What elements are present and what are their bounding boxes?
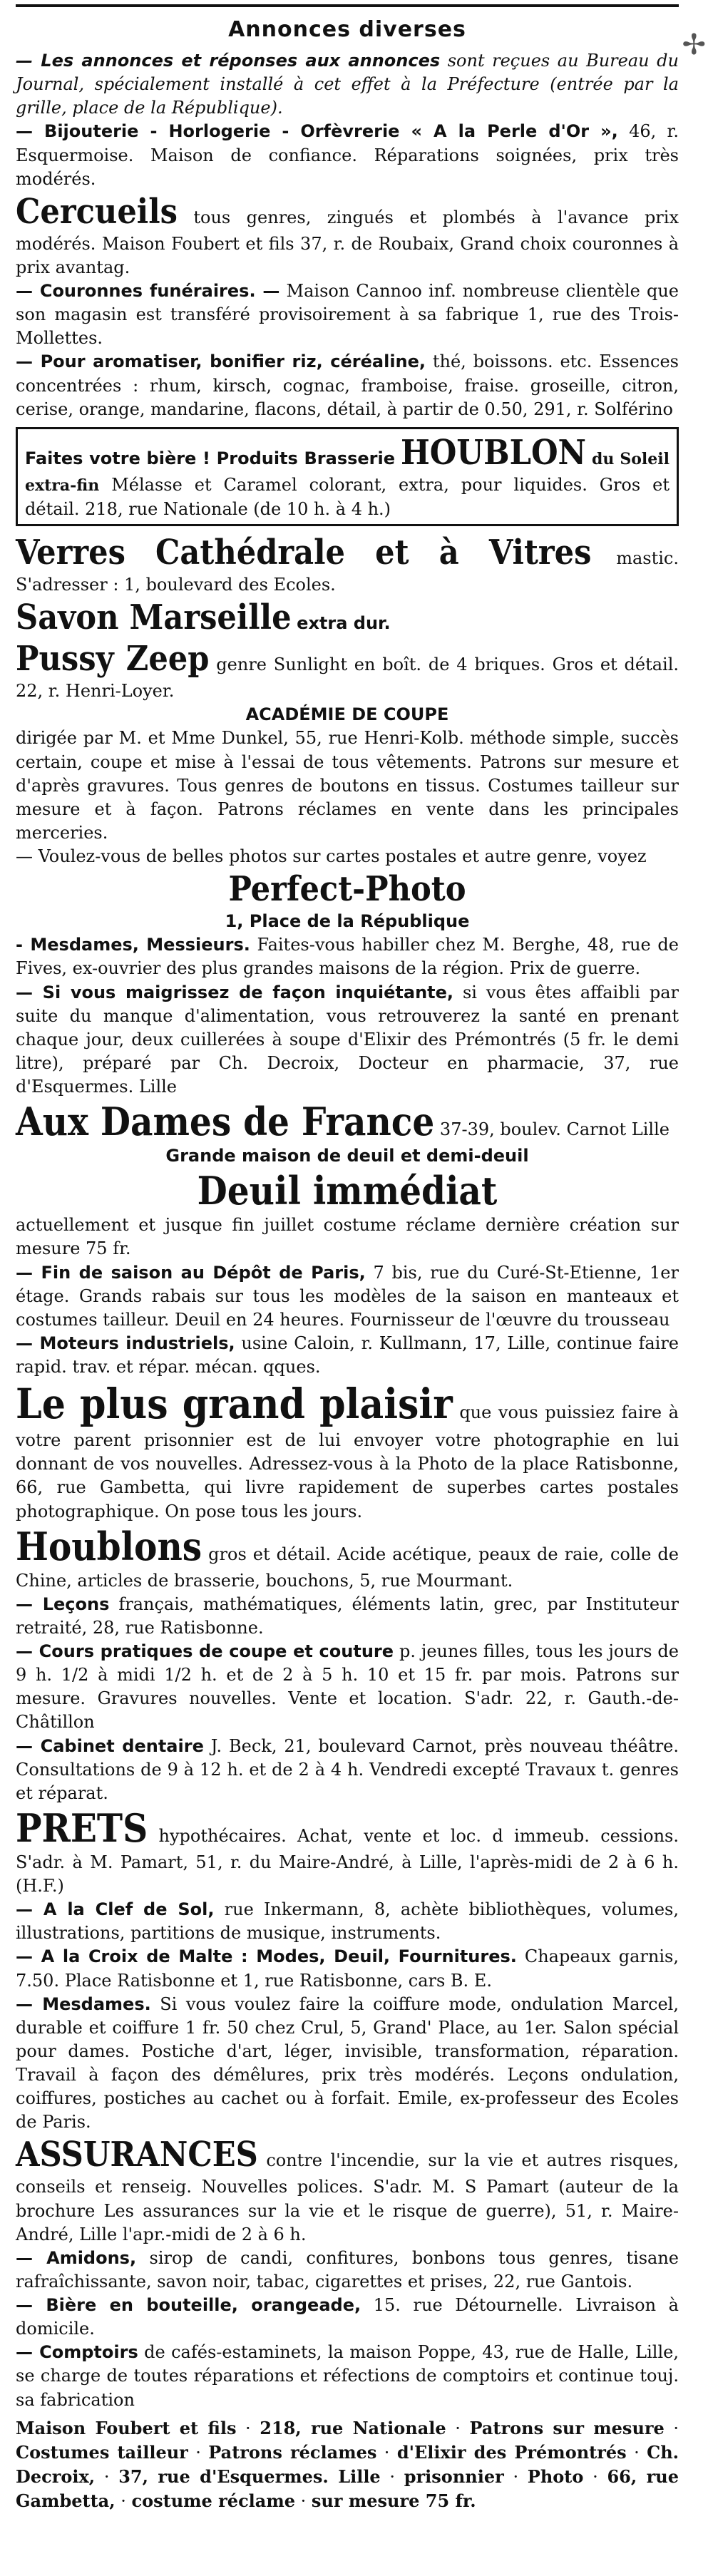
ad-cabinet-dentaire <box>16 1735 679 1805</box>
ad-lead: — Les annonces et réponses aux annonces <box>16 51 441 71</box>
margin-ornament-icon: ✢ <box>682 29 706 61</box>
ad-text: que vous puissiez faire à votre parent prisonnier est de lui envoyer votre photographie en lui donnant de vos nouvelles. Adressez-vous à la Photo de la place Ratisbonne, 66, rue Gambetta, qui livre rapidement de superbes cartes postales photographique. On pose tous les jours. <box>16 1402 679 1522</box>
ad-title: Verres Cathédrale et à Vitres <box>16 533 592 573</box>
ad-text: 7 bis, rue du Curé-St-Etienne, 1er étage. Grands rabais sur tous les modèles de la saison en manteaux et costumes tailleur. Deuil en 24 heures. Fournisseur de l'œuvre du trousseau <box>16 1262 679 1330</box>
emphasis-list: Maison Foubert et fils · 218, rue Nationale · Patrons sur mesure · Costumes tailleur · Patrons réclames · d'Elixir des Prémontrés · Ch. Decroix, · 37, rue d'Esquermes. Lille · prisonnier · Photo · 66, rue Gambetta, · costume réclame · sur mesure 75 fr. <box>16 2417 679 2511</box>
ad-lecons <box>16 1593 679 1640</box>
ad-small: du Soleil extra-fin <box>25 449 670 495</box>
ad-lead: — Comptoirs <box>16 2342 138 2363</box>
ad-lead: 1, Place de la République <box>225 911 470 932</box>
emph: Maison Foubert et fils <box>16 2417 237 2438</box>
ad-lead: ACADÉMIE DE COUPE <box>245 704 449 725</box>
ad-houblon-box <box>16 427 679 526</box>
emph: sur mesure 75 fr. <box>311 2490 476 2511</box>
ad-couronnes <box>16 279 679 350</box>
ad-lead: — Pour aromatiser, bonifier riz, céréaline, <box>16 351 426 372</box>
ad-text: usine Caloin, r. Kullmann, 17, Lille, continue faire rapid. trav. et répar. mécan. qques. <box>16 1333 679 1377</box>
ad-lead: — Fin de saison au Dépôt de Paris, <box>16 1262 366 1283</box>
ad-pussy-zeep <box>16 638 679 703</box>
ad-text: Chapeaux garnis, 7.50. Place Ratisbonne et 1, rue Ratisbonne, cars B. E. <box>16 1946 679 1991</box>
ad-title: Le plus grand plaisir <box>16 1380 453 1429</box>
ad-title: Perfect-Photo <box>228 869 466 910</box>
ad-text: dirigée par M. et Mme Dunkel, 55, rue Henri-Kolb. méthode simple, succès certain, coupe et mise à l'essai de tous vêtements. Patrons sur mesure et d'après gravures. Tous genres de boutons en tissus. Costumes tailleur sur mesure et à façon. Patrons réclames en vente dans les principales merceries. <box>16 728 679 843</box>
ad-journal-notice <box>16 49 679 120</box>
ad-lead: — A la Clef de Sol, <box>16 1899 215 1920</box>
ad-text: hypothécaires. Achat, vente et loc. d immeub. cessions. S'adr. à M. Pamart, 51, r. du Maire-André, à Lille, l'après-midi de 2 à 6 h. (H.F.) <box>16 1825 679 1896</box>
ad-lead: — Cours pratiques de coupe et couture <box>16 1641 394 1661</box>
emph: 37, rue d'Esquermes. Lille <box>118 2465 381 2487</box>
section-title: Annonces diverses <box>228 17 466 42</box>
ad-elixir <box>16 981 679 1099</box>
ad-text: 15. rue Détournelle. Livraison à domicile. <box>16 2295 679 2339</box>
ad-cours-coupe <box>16 1640 679 1735</box>
ad-text: sont reçues au Bureau du Journal, spécialement installé à cet effet à la Préfecture (entrée par la grille, place de la République). <box>16 51 679 118</box>
ad-assurances <box>16 2134 679 2246</box>
ad-text: contre l'incendie, sur la vie et autres risques, conseils et renseig. Nouvelles polices. S'adr. M. S Pamart (auteur de la brochure Les assurances sur la vie et le risque de guerre), 51, r. Maire-André, Lille l'apr.-midi de 2 à 6 h. <box>16 2150 679 2244</box>
ad-lead: — A la Croix de Malte : Modes, Deuil, Fournitures. <box>16 1946 517 1967</box>
ad-amidons <box>16 2247 679 2294</box>
ad-verres <box>16 532 679 597</box>
ad-text: gros et détail. Acide acétique, peaux de raie, colle de Chine, articles de brasserie, bouchons, 5, rue Mourmant. <box>16 1544 679 1591</box>
ad-text: tous genres, zingués et plombés à l'avance prix modérés. Maison Foubert et fils 37, r. de Roubaix, Grand choix couronnes à prix avantag. <box>16 207 679 277</box>
ad-croix-de-malte <box>16 1945 679 1992</box>
ad-berghe <box>16 933 679 980</box>
ad-title: Aux Dames de France <box>16 1099 435 1145</box>
ad-text: de cafés-estaminets, la maison Poppe, 43, rue de Halle, Lille, se charge de toutes réparations et réfections de comptoirs et continue touj. sa fabrication <box>16 2342 679 2410</box>
ad-text: 46, r. Esquermoise. Maison de confiance. Réparations soignées, prix très modérés. <box>16 121 679 189</box>
ad-text: — Voulez-vous de belles photos sur cartes postales et autre genre, voyez <box>16 846 647 866</box>
ad-dames-de-france <box>16 1099 679 1168</box>
ad-lead: — Bière en bouteille, orangeade, <box>16 2295 361 2315</box>
ad-lead: — Couronnes funéraires. — <box>16 281 280 301</box>
ad-small: extra dur. <box>297 613 391 634</box>
emph: prisonnier <box>404 2465 504 2487</box>
ad-moteurs <box>16 1332 679 1379</box>
emph: Costumes tailleur <box>16 2441 188 2463</box>
ad-text: thé, boissons. etc. Essences concentrées : rhum, kirsch, cognac, framboise, fraise. groseille, citron, cerise, orange, mandarine, flacons, détail, à partir de 0.50, 291, r. Solférino <box>16 351 679 419</box>
ad-lead: Faites votre bière ! Produits Brasserie <box>25 448 396 468</box>
ad-title: ASSURANCES <box>16 2135 258 2175</box>
ad-lead: — Cabinet dentaire <box>16 1735 204 1756</box>
ad-title: HOUBLON <box>400 432 587 473</box>
ad-lead: — Leçons <box>16 1594 110 1614</box>
ad-mesdames-coiffure <box>16 1993 679 2135</box>
emph: Patrons sur mesure <box>469 2417 665 2438</box>
top-rule <box>16 4 679 7</box>
ad-title: Savon Marseille <box>16 597 292 638</box>
ad-text: p. jeunes filles, tous les jours de 9 h. 1/2 à midi 1/2 h. et de 2 à 5 h. 10 et 15 fr. par mois. Patrons sur mesure. Gravures nouvelles. Vente et location. S'adr. 22, r. Gauth.-de-Châtillon <box>16 1641 679 1733</box>
ad-cercueils <box>16 191 679 279</box>
ad-text: Si vous voulez faire la coiffure mode, ondulation Marcel, durable et coiffure 1 fr. 50 chez Crul, 5, Grand' Place, au 1er. Salon spécial pour dames. Postiche d'art, léger, invisible, transformation, réparation. Travail à façon des démêlures, prix très modérés. Leçons ondulation, coiffures, postiches au cachet ou à forfait. Emile, ex-professeur des Ecoles de Paris. <box>16 1993 679 2133</box>
ad-text: Mélasse et Caramel colorant, extra, pour liquides. Gros et détail. 218, rue Nationale (de 10 h. à 4 h.) <box>25 474 670 519</box>
ad-lead: - Mesdames, Messieurs. <box>16 935 250 955</box>
ad-text: J. Beck, 21, boulevard Carnot, près nouveau théâtre. Consultations de 9 à 12 h. et de 2 à 4 h. Vendredi excepté Travaux t. genres et réparat. <box>16 1735 679 1803</box>
ad-comptoirs <box>16 2341 679 2411</box>
emph: d'Elixir des Prémontrés <box>396 2441 627 2463</box>
ad-academie <box>16 703 679 845</box>
ad-aromatiser <box>16 350 679 421</box>
ad-clef-de-sol <box>16 1898 679 1945</box>
ad-text: français, mathématiques, éléments latin, grec, par Instituteur retraité, 28, rue Ratisbonne. <box>16 1594 679 1638</box>
ad-lead: — Amidons, <box>16 2247 137 2268</box>
emph: costume réclame <box>131 2490 296 2511</box>
ad-deuil-immediat <box>16 1168 679 1261</box>
ad-title: PRETS <box>16 1805 148 1851</box>
ad-title: Cercueils <box>16 191 178 232</box>
ad-text: 37-39, boulev. Carnot Lille <box>439 1119 670 1140</box>
ad-text: mastic. S'adresser : 1, boulevard des Ecoles. <box>16 548 679 595</box>
ad-perfect-photo <box>16 845 679 933</box>
ad-depot-de-paris <box>16 1261 679 1332</box>
ad-lead: — Moteurs industriels, <box>16 1333 235 1353</box>
ad-text: actuellement et jusque fin juillet costume réclame dernière création sur mesure 75 fr. <box>16 1215 679 1259</box>
emph: Patrons réclames <box>208 2441 377 2463</box>
ad-title: Houblons <box>16 1523 202 1569</box>
emph: Ch. Decroix, <box>16 2441 679 2487</box>
ad-grand-plaisir <box>16 1379 679 1524</box>
classified-column <box>16 0 679 2513</box>
ad-text: rue Inkermann, 8, achète bibliothèques, volumes, illustrations, partitions de musique, instruments. <box>16 1899 679 1944</box>
ad-text: sirop de candi, confitures, bonbons tous genres, tisane rafraîchissante, savon noir, tabac, cigarettes et prises, 22, rue Gantois. <box>16 2247 679 2292</box>
ad-houblon <box>25 432 670 521</box>
ad-houblons <box>16 1524 679 1593</box>
emph: 218, rue Nationale <box>260 2417 446 2438</box>
ad-prets <box>16 1805 679 1898</box>
ad-text: si vous êtes affaibli par suite du manque d'alimentation, vous retrouverez la santé en prenant chaque jour, deux cuillerées à soupe d'Elixir des Prémontrés (5 fr. le demi litre), préparé par Ch. Decroix, Docteur en pharmacie, 37, rue d'Esquermes. Lille <box>16 982 679 1097</box>
ad-lead: Grande maison de deuil et demi-deuil <box>165 1146 529 1166</box>
ad-biere-bouteille <box>16 2294 679 2341</box>
emph: 66, rue Gambetta, <box>16 2465 679 2511</box>
ad-savon <box>16 597 679 638</box>
ad-bijouterie <box>16 120 679 190</box>
ad-lead: — Bijouterie - Horlogerie - Orfèvrerie « A la Perle d'Or », <box>16 121 618 142</box>
ad-lead: — Si vous maigrissez de façon inquiétante, <box>16 982 454 1002</box>
ad-text: Faites-vous habiller chez M. Berghe, 48, rue de Fives, ex-ouvrier des plus grandes maisons de la région. Prix de guerre. <box>16 935 679 979</box>
ad-title: Deuil immédiat <box>197 1168 498 1214</box>
ad-text: genre Sunlight en boît. de 4 briques. Gros et détail. 22, r. Henri-Loyer. <box>16 655 679 702</box>
ad-text: Maison Cannoo inf. nombreuse clientèle que son magasin est transféré provisoirement à sa fabrique 1, rue des Trois-Mollettes. <box>16 281 679 349</box>
emph: Photo <box>527 2465 584 2487</box>
ad-title: Pussy Zeep <box>16 639 210 679</box>
ad-lead: — Mesdames. <box>16 1993 151 2014</box>
